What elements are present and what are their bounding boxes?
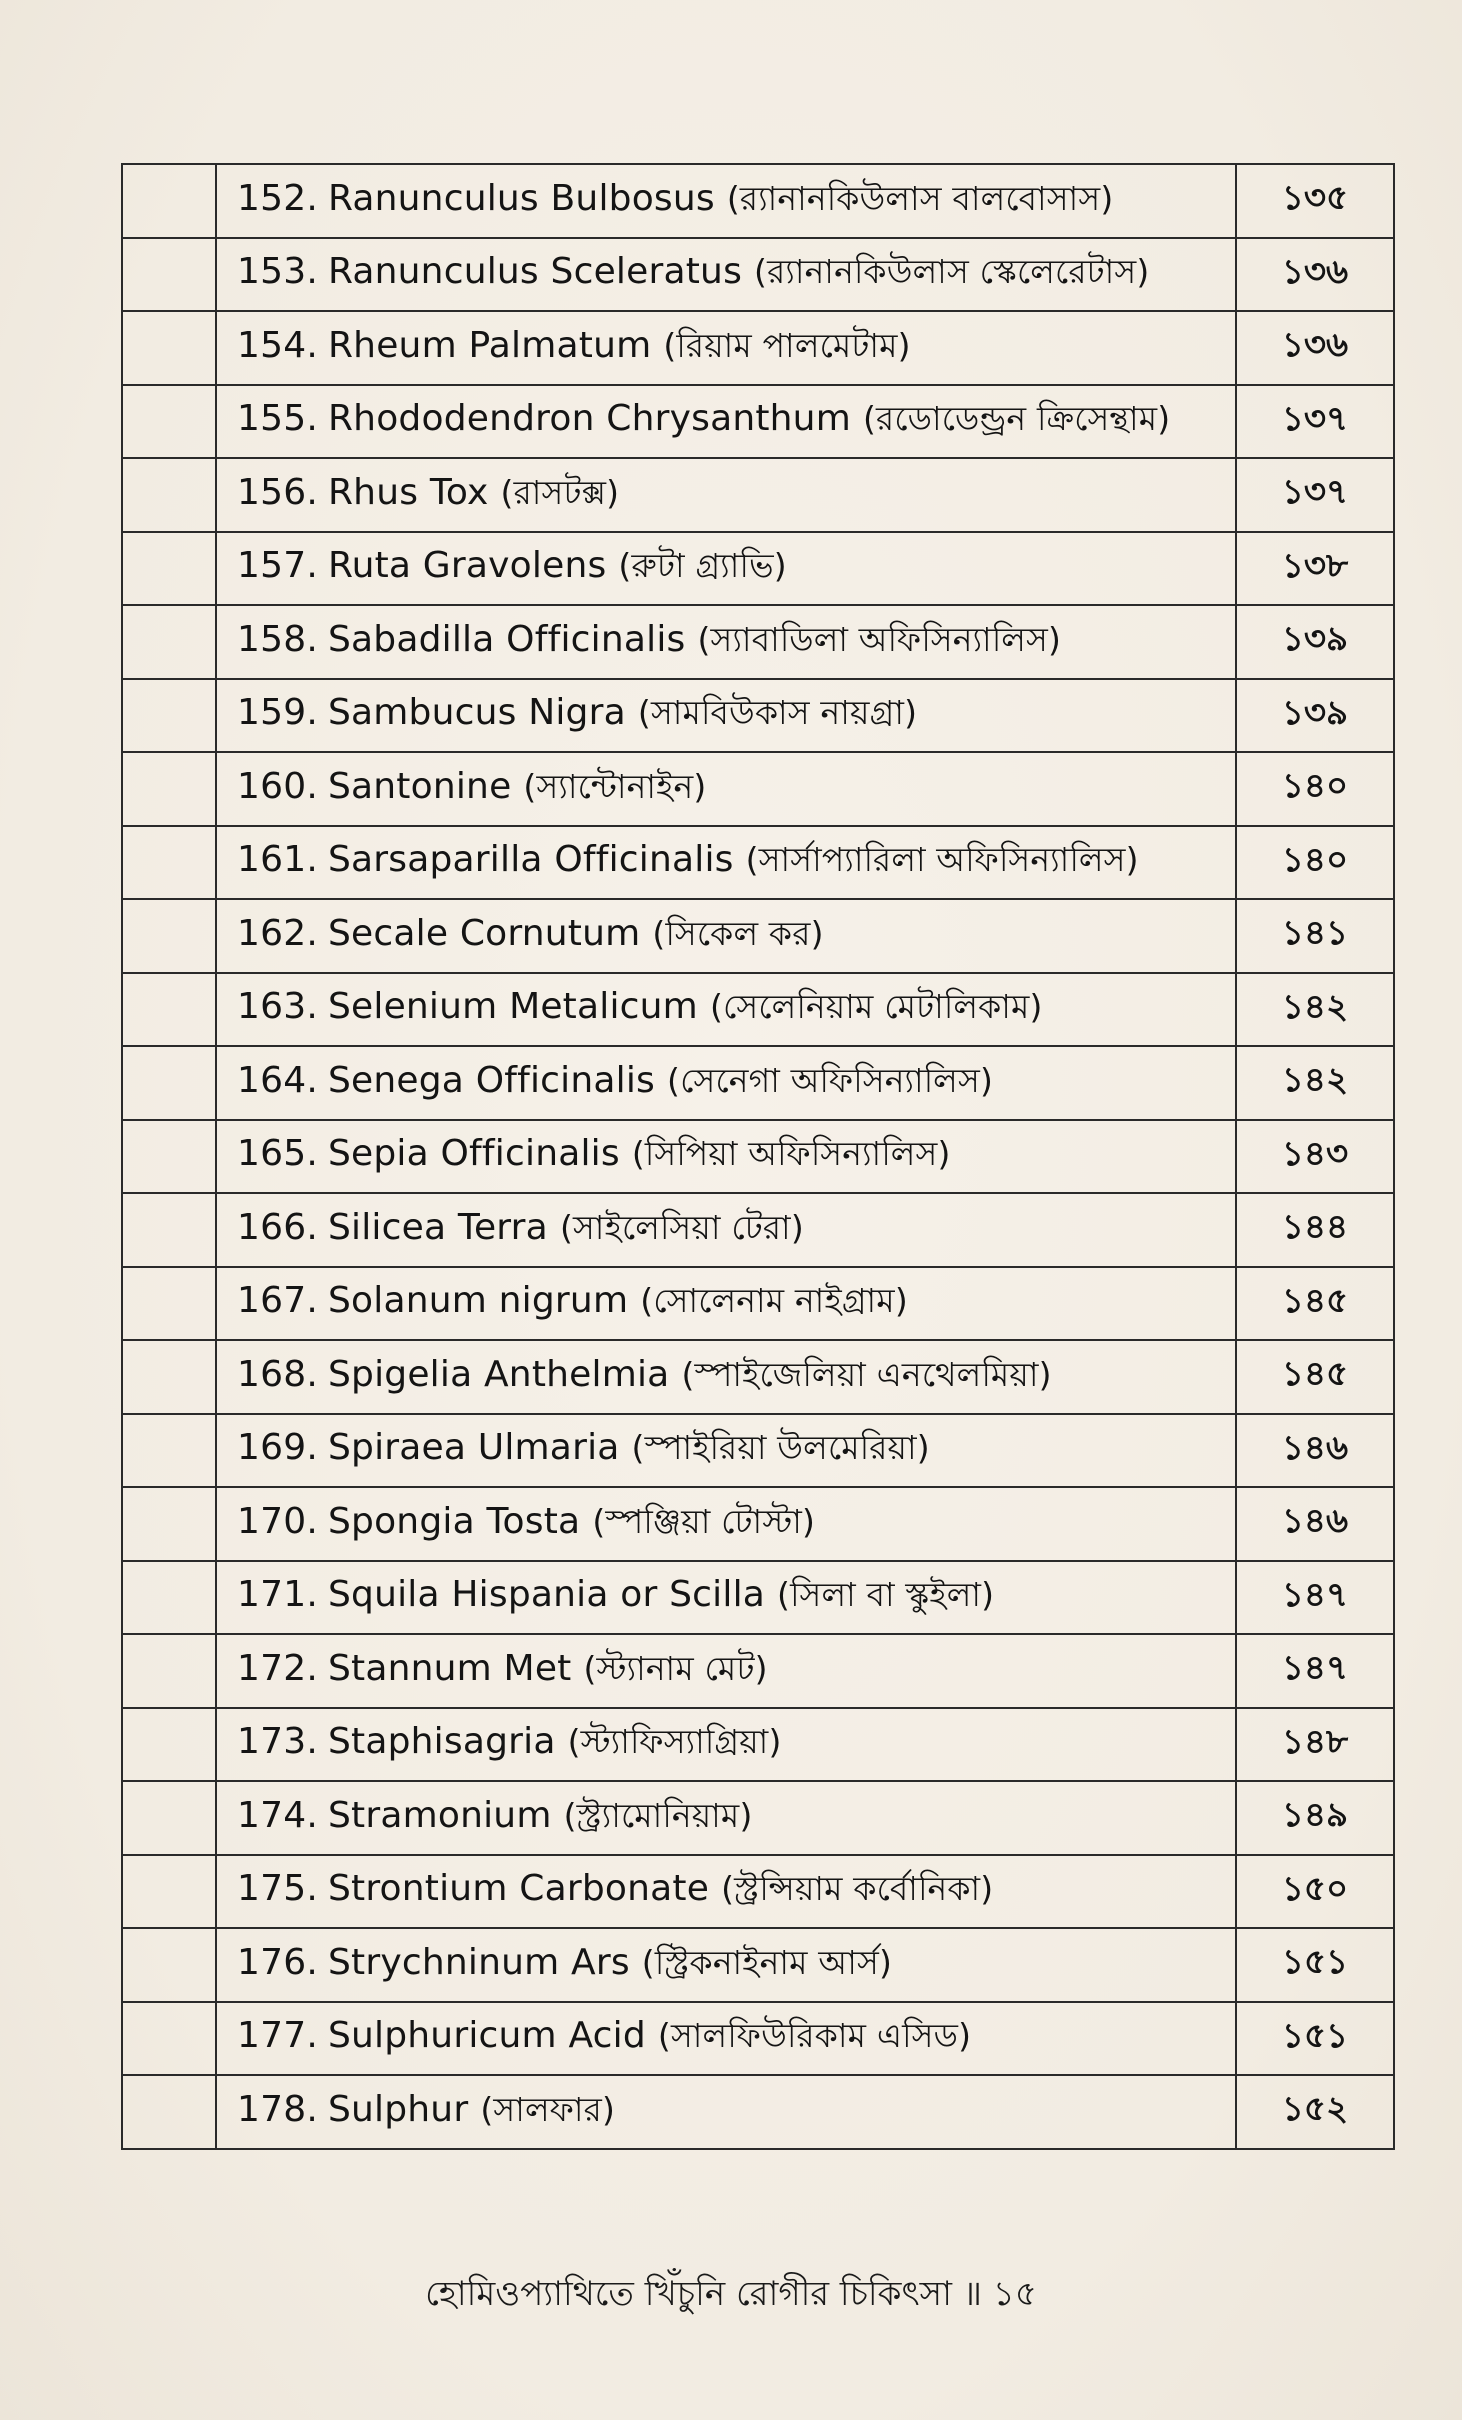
remedy-bengali-name: (স্যাবাডিলা অফিসিন্যালিস): [697, 619, 1062, 659]
page-number: ১৩৮: [1236, 532, 1394, 606]
table-row: [122, 1561, 1394, 1635]
remedy-name-cell: [216, 164, 1236, 238]
remedy-bengali-name: (স্পাইজেলিয়া এনথেলমিয়া): [681, 1354, 1052, 1394]
entry-number: 153.: [237, 251, 318, 293]
entry-number: 163.: [237, 986, 318, 1028]
remedy-bengali-name: (সার্সাপ্যারিলা অফিসিন্যালিস): [745, 840, 1139, 880]
remedy-latin-name: Stramonium: [327, 1794, 552, 1836]
page-number: ১৫১: [1236, 2002, 1394, 2076]
remedy-name-cell: [216, 1414, 1236, 1488]
remedy-name-cell: [216, 605, 1236, 679]
remedy-latin-name: Sulphur: [327, 2088, 469, 2130]
table-row: [122, 1487, 1394, 1561]
remedy-bengali-name: (সালফার): [480, 2089, 616, 2129]
table-row: [122, 1120, 1394, 1194]
remedy-name-cell: [216, 1855, 1236, 1929]
remedy-bengali-name: (রাসটক্স): [500, 472, 620, 512]
entry-number: 157.: [237, 545, 318, 587]
blank-cell: [122, 1781, 216, 1855]
blank-cell: [122, 679, 216, 753]
entry-number: 177.: [237, 2015, 318, 2057]
remedy-name-cell: [216, 973, 1236, 1047]
remedy-latin-name: Squila Hispania or Scilla: [327, 1574, 766, 1616]
entry-number: 178.: [237, 2088, 318, 2130]
remedy-latin-name: Strychninum Ars: [327, 1941, 630, 1983]
page-number: ১৫০: [1236, 1855, 1394, 1929]
remedy-name-cell: [216, 1120, 1236, 1194]
blank-cell: [122, 1928, 216, 2002]
page-number: ১৪৭: [1236, 1561, 1394, 1635]
blank-cell: [122, 752, 216, 826]
page-number: ১৪২: [1236, 1046, 1394, 1120]
remedy-bengali-name: (রিয়াম পালমেটাম): [663, 325, 911, 365]
page-number: ১৪৮: [1236, 1708, 1394, 1782]
remedy-latin-name: Sarsaparilla Officinalis: [327, 839, 734, 881]
blank-cell: [122, 532, 216, 606]
page-number: ১৪১: [1236, 899, 1394, 973]
remedy-latin-name: Secale Cornutum: [327, 912, 641, 954]
table-row: [122, 2002, 1394, 2076]
entry-number: 172.: [237, 1647, 318, 1689]
table-row: [122, 1267, 1394, 1341]
page-number: ১৪০: [1236, 752, 1394, 826]
remedy-bengali-name: (স্পঞ্জিয়া টোস্টা): [592, 1501, 816, 1541]
remedy-name-cell: [216, 752, 1236, 826]
page-number: ১৩৬: [1236, 238, 1394, 312]
blank-cell: [122, 1855, 216, 1929]
table-row: [122, 899, 1394, 973]
blank-cell: [122, 1487, 216, 1561]
remedy-name-cell: [216, 1708, 1236, 1782]
table-row: [122, 458, 1394, 532]
remedy-latin-name: Ranunculus Bulbosus: [327, 177, 715, 219]
remedy-name-cell: [216, 1928, 1236, 2002]
remedy-bengali-name: (সালফিউরিকাম এসিড): [657, 2016, 972, 2056]
entry-number: 165.: [237, 1133, 318, 1175]
entry-number: 154.: [237, 324, 318, 366]
remedy-latin-name: Ruta Gravolens: [327, 545, 607, 587]
entry-number: 169.: [237, 1427, 318, 1469]
table-row: [122, 1928, 1394, 2002]
remedy-name-cell: [216, 458, 1236, 532]
remedy-bengali-name: (রুটা গ্র্যাভি): [618, 546, 787, 586]
page-number: ১৩৯: [1236, 605, 1394, 679]
remedy-latin-name: Ranunculus Sceleratus: [327, 251, 743, 293]
blank-cell: [122, 605, 216, 679]
remedy-name-cell: [216, 1781, 1236, 1855]
remedy-latin-name: Sabadilla Officinalis: [327, 618, 686, 660]
entry-number: 156.: [237, 471, 318, 513]
remedy-bengali-name: (সেনেগা অফিসিন্যালিস): [667, 1060, 994, 1100]
entry-number: 162.: [237, 912, 318, 954]
remedy-bengali-name: (স্ট্রিকনাইনাম আর্স): [641, 1942, 893, 1982]
entry-number: 155.: [237, 398, 318, 440]
entry-number: 171.: [237, 1574, 318, 1616]
remedy-bengali-name: (রডোডেন্ড্রন ক্রিসেন্থাম): [862, 399, 1171, 439]
remedy-latin-name: Senega Officinalis: [327, 1059, 656, 1101]
remedy-name-cell: [216, 1340, 1236, 1414]
page-number: ১৫১: [1236, 1928, 1394, 2002]
blank-cell: [122, 1634, 216, 1708]
entry-number: 175.: [237, 1868, 318, 1910]
blank-cell: [122, 1340, 216, 1414]
entry-number: 159.: [237, 692, 318, 734]
remedy-latin-name: Spiraea Ulmaria: [327, 1427, 620, 1469]
table-row: [122, 1634, 1394, 1708]
remedy-latin-name: Strontium Carbonate: [327, 1868, 710, 1910]
remedy-bengali-name: (সাইলেসিয়া টেরা): [559, 1207, 804, 1247]
page-number: ১৪৫: [1236, 1340, 1394, 1414]
table-row: [122, 2075, 1394, 2149]
remedy-latin-name: Sambucus Nigra: [327, 692, 626, 734]
table-row: [122, 1193, 1394, 1267]
page-number: ১৩৭: [1236, 385, 1394, 459]
blank-cell: [122, 1414, 216, 1488]
remedy-name-cell: [216, 1561, 1236, 1635]
entry-number: 176.: [237, 1941, 318, 1983]
remedy-name-cell: [216, 1634, 1236, 1708]
blank-cell: [122, 899, 216, 973]
remedy-name-cell: [216, 532, 1236, 606]
page-number: ১৩৬: [1236, 311, 1394, 385]
page-number: ১৪৬: [1236, 1414, 1394, 1488]
table-row: [122, 1414, 1394, 1488]
remedy-name-cell: [216, 1046, 1236, 1120]
remedy-name-cell: [216, 311, 1236, 385]
page-number: ১৩৯: [1236, 679, 1394, 753]
remedy-name-cell: [216, 679, 1236, 753]
remedy-bengali-name: (স্ট্যাফিস্যাগ্রিয়া): [567, 1722, 782, 1762]
page-number: ১৪৬: [1236, 1487, 1394, 1561]
blank-cell: [122, 2075, 216, 2149]
table-row: [122, 532, 1394, 606]
remedy-name-cell: [216, 826, 1236, 900]
blank-cell: [122, 973, 216, 1047]
remedy-name-cell: [216, 1267, 1236, 1341]
table-row: [122, 1340, 1394, 1414]
blank-cell: [122, 385, 216, 459]
remedy-name-cell: [216, 1193, 1236, 1267]
table-row: [122, 164, 1394, 238]
remedy-bengali-name: (সিলা বা স্কুইলা): [777, 1575, 995, 1615]
blank-cell: [122, 1120, 216, 1194]
remedy-latin-name: Selenium Metalicum: [327, 986, 698, 1028]
remedy-index-table: [121, 163, 1395, 2150]
remedy-latin-name: Solanum nigrum: [327, 1280, 629, 1322]
table-row: [122, 752, 1394, 826]
blank-cell: [122, 311, 216, 385]
blank-cell: [122, 1193, 216, 1267]
remedy-bengali-name: (সিকেল কর): [652, 913, 824, 953]
remedy-latin-name: Santonine: [327, 765, 512, 807]
remedy-name-cell: [216, 899, 1236, 973]
remedy-latin-name: Staphisagria: [327, 1721, 556, 1763]
page-number: ১৩৫: [1236, 164, 1394, 238]
entry-number: 166.: [237, 1206, 318, 1248]
blank-cell: [122, 1046, 216, 1120]
page-number: ১৪৪: [1236, 1193, 1394, 1267]
remedy-bengali-name: (সেলেনিয়াম মেটালিকাম): [709, 987, 1043, 1027]
remedy-latin-name: Rhododendron Chrysanthum: [327, 398, 851, 440]
blank-cell: [122, 238, 216, 312]
blank-cell: [122, 1561, 216, 1635]
blank-cell: [122, 2002, 216, 2076]
blank-cell: [122, 458, 216, 532]
table-row: [122, 1708, 1394, 1782]
entry-number: 167.: [237, 1280, 318, 1322]
remedy-bengali-name: (র‍্যানানকিউলাস স্কেলেরেটাস): [754, 252, 1150, 292]
remedy-bengali-name: (স্ট্যানাম মেট): [583, 1648, 768, 1688]
table-row: [122, 311, 1394, 385]
page-footer: হোমিওপ্যাথিতে খিঁচুনি রোগীর চিকিৎসা ॥ ১৫: [425, 2274, 1037, 2314]
blank-cell: [122, 826, 216, 900]
remedy-bengali-name: (স্ট্রন্সিয়াম কর্বোনিকা): [721, 1869, 994, 1909]
blank-cell: [122, 1267, 216, 1341]
page-number: ১৫২: [1236, 2075, 1394, 2149]
remedy-latin-name: Rhus Tox: [327, 471, 489, 513]
table-row: [122, 1855, 1394, 1929]
table-row: [122, 605, 1394, 679]
blank-cell: [122, 164, 216, 238]
remedy-name-cell: [216, 2075, 1236, 2149]
remedy-bengali-name: (সোলেনাম নাইগ্রাম): [640, 1281, 908, 1321]
entry-number: 173.: [237, 1721, 318, 1763]
page-number: ১৪৩: [1236, 1120, 1394, 1194]
remedy-name-cell: [216, 385, 1236, 459]
entry-number: 160.: [237, 765, 318, 807]
page-number: ১৩৭: [1236, 458, 1394, 532]
remedy-bengali-name: (স্যান্টোনাইন): [523, 766, 707, 806]
entry-number: 152.: [237, 177, 318, 219]
remedy-latin-name: Sepia Officinalis: [327, 1133, 620, 1175]
remedy-bengali-name: (স্পাইরিয়া উলমেরিয়া): [631, 1428, 930, 1468]
page-number: ১৪৭: [1236, 1634, 1394, 1708]
table-row: [122, 1781, 1394, 1855]
remedy-latin-name: Rheum Palmatum: [327, 324, 652, 366]
blank-cell: [122, 1708, 216, 1782]
page-number: ১৪৫: [1236, 1267, 1394, 1341]
remedy-bengali-name: (র‍্যানানকিউলাস বালবোসাস): [726, 178, 1114, 218]
remedy-name-cell: [216, 238, 1236, 312]
remedy-name-cell: [216, 2002, 1236, 2076]
entry-number: 158.: [237, 618, 318, 660]
table-row: [122, 826, 1394, 900]
remedy-latin-name: Spigelia Anthelmia: [327, 1353, 670, 1395]
entry-number: 170.: [237, 1500, 318, 1542]
remedy-latin-name: Silicea Terra: [327, 1206, 548, 1248]
entry-number: 174.: [237, 1794, 318, 1836]
page-number: ১৪৯: [1236, 1781, 1394, 1855]
remedy-name-cell: [216, 1487, 1236, 1561]
remedy-bengali-name: (সামবিউকাস নায়গ্রা): [637, 693, 918, 733]
entry-number: 161.: [237, 839, 318, 881]
table-row: [122, 679, 1394, 753]
page-number: ১৪২: [1236, 973, 1394, 1047]
entry-number: 168.: [237, 1353, 318, 1395]
remedy-latin-name: Sulphuricum Acid: [327, 2015, 646, 2057]
remedy-bengali-name: (সিপিয়া অফিসিন্যালিস): [631, 1134, 951, 1174]
remedy-index-body: [122, 164, 1394, 2149]
entry-number: 164.: [237, 1059, 318, 1101]
remedy-bengali-name: (স্ট্র্যামোনিয়াম): [563, 1795, 753, 1835]
table-row: [122, 973, 1394, 1047]
remedy-latin-name: Spongia Tosta: [327, 1500, 581, 1542]
table-row: [122, 385, 1394, 459]
table-row: [122, 1046, 1394, 1120]
page-number: ১৪০: [1236, 826, 1394, 900]
table-row: [122, 238, 1394, 312]
remedy-latin-name: Stannum Met: [327, 1647, 572, 1689]
